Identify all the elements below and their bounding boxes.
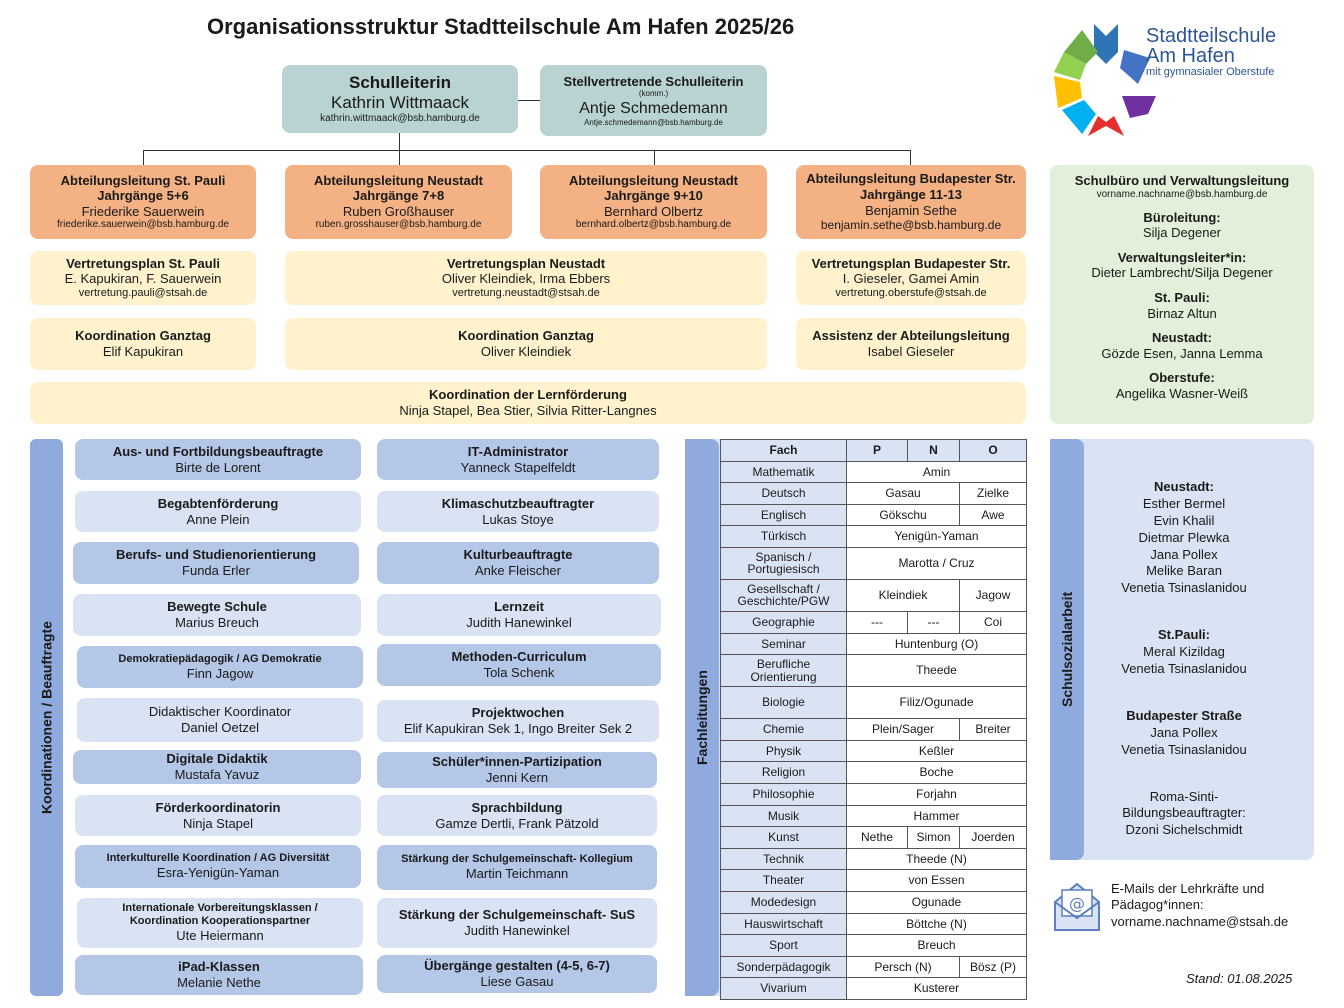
deputy-email: Antje.schmedemann@bsb.hamburg.de xyxy=(584,117,723,127)
fach-row xyxy=(721,719,1027,741)
office-group-label: Verwaltungsleiter*in: xyxy=(1117,249,1247,265)
sozial-extra: Bildungsbeauftragter: xyxy=(1122,805,1246,821)
fach-row xyxy=(721,805,1027,827)
sozial-name: Esther Bermel xyxy=(1142,495,1226,511)
koord-title: Digitale Didaktik xyxy=(166,751,268,767)
koord-name: Esra-Yenigün-Yaman xyxy=(156,865,280,881)
koord-item xyxy=(377,795,657,836)
logo-subtitle: mit gymnasialer Oberstufe xyxy=(1146,66,1275,78)
dept-grades: Jahrgänge 9+10 xyxy=(604,188,703,204)
fach-name: Musik xyxy=(721,805,847,827)
koord-title: Schüler*innen-Partizipation xyxy=(432,754,602,770)
dept-email: friederike.sauerwein@bsb.hamburg.de xyxy=(57,219,229,231)
fach-name: Physik xyxy=(721,740,847,762)
koord-name: Marius Breuch xyxy=(175,615,259,630)
lernfoerderung-title: Koordination der Lernförderung xyxy=(429,387,627,403)
dept-box-st-pauli xyxy=(30,165,256,239)
fach-teacher: Hammer xyxy=(847,805,1027,827)
fach-teacher: Ogunade xyxy=(847,891,1027,913)
ganztag-neustadt xyxy=(285,318,767,370)
koord-item xyxy=(377,439,659,480)
koord-name: Martin Teichmann xyxy=(465,866,569,882)
logo-name-2: Am Hafen xyxy=(1146,45,1235,67)
office-group-names: Birnaz Altun xyxy=(1147,305,1217,321)
dept-title: Abteilungsleitung Neustadt xyxy=(314,172,483,188)
ganztag-name: Oliver Kleindiek xyxy=(480,344,572,359)
vertretung-title: Vertretungsplan St. Pauli xyxy=(66,255,220,271)
head-role: Schulleiterin xyxy=(348,72,452,92)
vertretung-budapester xyxy=(796,251,1026,305)
dept-box-neustadt-9-10 xyxy=(540,165,767,239)
sozial-name: Evin Khalil xyxy=(1153,512,1215,528)
fach-row xyxy=(721,935,1027,957)
koord-name: Daniel Oetzel xyxy=(180,720,260,735)
koord-item xyxy=(77,646,363,688)
assistenz-name: Isabel Gieseler xyxy=(867,344,955,359)
lernfoerderung-names: Ninja Stapel, Bea Stier, Silvia Ritter-Langnes xyxy=(399,403,657,418)
koord-name: Finn Jagow xyxy=(186,665,254,681)
koord-title: Begabtenförderung xyxy=(157,495,279,511)
fach-name: Biologie xyxy=(721,687,847,719)
koord-item xyxy=(73,750,361,784)
fach-name: Mathematik xyxy=(721,461,847,483)
email-note-line: E-Mails der Lehrkräfte und xyxy=(1111,881,1265,896)
fach-name: Vivarium xyxy=(721,978,847,1000)
sozial-name: Meral Kizildag xyxy=(1143,644,1225,660)
office-group-label: Büroleitung: xyxy=(1143,209,1221,225)
fach-teacher: Kusterer xyxy=(847,978,1027,1000)
fach-teacher: Böttche (N) xyxy=(847,913,1027,935)
dept-box-budapester xyxy=(796,165,1026,239)
fach-row xyxy=(721,504,1027,526)
koord-title: Methoden-Curriculum xyxy=(451,649,587,665)
fach-name: Modedesign xyxy=(721,891,847,913)
koord-title-2: Koordination Kooperationspartner xyxy=(129,915,311,928)
koord-title: Aus- und Fortbildungsbeauftragte xyxy=(112,443,324,459)
fach-teacher: Breiter xyxy=(960,719,1027,741)
koord-name: Judith Hanewinkel xyxy=(466,615,572,630)
fach-teacher: Theede xyxy=(847,655,1027,687)
koord-item xyxy=(75,491,361,532)
koord-name: Elif Kapukiran Sek 1, Ingo Breiter Sek 2 xyxy=(403,721,633,736)
koord-item xyxy=(75,439,361,480)
sozial-name: Jana Pollex xyxy=(1150,546,1218,562)
vertretung-title: Vertretungsplan Neustadt xyxy=(446,255,606,271)
logo-name-1: Stadtteilschule xyxy=(1146,25,1277,47)
fach-name: Hauswirtschaft xyxy=(721,913,847,935)
fach-teacher: Forjahn xyxy=(847,783,1027,805)
dept-name: Bernhard Olbertz xyxy=(604,203,703,219)
fach-teacher: Coi xyxy=(960,611,1027,633)
email-envelope-icon xyxy=(1052,880,1102,932)
dept-grades: Jahrgänge 5+6 xyxy=(97,188,189,204)
ganztag-title: Koordination Ganztag xyxy=(75,328,211,344)
sozialarbeit-side-label: Schulsozialarbeit xyxy=(1050,439,1084,860)
fach-teacher: Jagow xyxy=(960,579,1027,611)
sozial-group-label: Neustadt: xyxy=(1154,479,1214,494)
sozial-group-label: St.Pauli: xyxy=(1157,627,1210,643)
fach-row xyxy=(721,611,1027,633)
koord-name: Tola Schenk xyxy=(483,665,555,680)
koord-name: Melanie Nethe xyxy=(177,975,261,990)
fach-teacher: Bösz (P) xyxy=(960,956,1027,978)
dept-title: Abteilungsleitung Budapester Str. xyxy=(806,171,1016,187)
koord-item xyxy=(377,955,657,993)
vertretung-email: vertretung.neustadt@stsah.de xyxy=(452,287,600,299)
fach-row xyxy=(721,762,1027,784)
koord-item xyxy=(75,795,361,836)
koord-name: Mustafa Yavuz xyxy=(174,767,260,782)
sozial-name: Melike Baran xyxy=(1146,563,1222,579)
head-name: Kathrin Wittmaack xyxy=(331,93,469,112)
fach-teacher: Gökschu xyxy=(847,504,960,526)
fach-teacher: Marotta / Cruz xyxy=(847,547,1027,579)
vertretung-names: Oliver Kleindiek, Irma Ebbers xyxy=(441,271,611,287)
koord-name: Ninja Stapel xyxy=(182,815,254,831)
koord-title: Bewegte Schule xyxy=(167,599,267,615)
fach-row xyxy=(721,687,1027,719)
deputy-name: Antje Schmedemann xyxy=(579,99,728,117)
fach-teacher: Joerden xyxy=(960,827,1027,849)
koord-name: Anke Fleischer xyxy=(475,563,561,578)
koord-title: Stärkung der Schulgemeinschaft- Kollegium xyxy=(401,853,633,866)
sozial-spacer xyxy=(1084,678,1284,708)
fach-teacher: Boche xyxy=(847,762,1027,784)
fach-row xyxy=(721,526,1027,548)
koord-title: Internationale Vorbereitungsklassen / xyxy=(122,902,318,915)
office-email: vorname.nachname@bsb.hamburg.de xyxy=(1096,188,1268,200)
koord-item xyxy=(77,898,363,948)
assistenz-abteilungsleitung xyxy=(796,318,1026,370)
fach-teacher: Theede (N) xyxy=(847,848,1027,870)
fach-row xyxy=(721,978,1027,1000)
sozial-name: Venetia Tsinaslanidou xyxy=(1121,661,1247,677)
connector-dept-3 xyxy=(654,150,655,166)
dept-grades: Jahrgänge 11-13 xyxy=(860,187,962,202)
sozial-group-label: Budapester Straße xyxy=(1126,707,1242,723)
fach-name: Sonderpädagogik xyxy=(721,956,847,978)
fach-header-cell: O xyxy=(960,440,1027,462)
koord-title: Demokratiepädagogik / AG Demokratie xyxy=(118,652,322,665)
koord-item xyxy=(75,845,361,888)
fach-row xyxy=(721,848,1027,870)
koord-title: Stärkung der Schulgemeinschaft- SuS xyxy=(398,907,636,923)
vertretung-names: E. Kapukiran, F. Sauerwein xyxy=(64,271,222,287)
connector-dept-4 xyxy=(910,150,911,166)
vertretung-title: Vertretungsplan Budapester Str. xyxy=(811,255,1011,271)
office-group-names: Angelika Wasner-Weiß xyxy=(1115,385,1249,401)
vertretung-neustadt xyxy=(285,251,767,305)
koord-item xyxy=(377,752,657,788)
koord-name: Ute Heiermann xyxy=(176,928,264,944)
fachleitungen-side-label: Fachleitungen xyxy=(685,439,719,996)
fach-header-cell: N xyxy=(908,440,960,462)
koord-title: Kulturbeauftragte xyxy=(463,547,573,563)
page-title: Organisationsstruktur Stadtteilschule Am Hafen 2025/26 xyxy=(207,14,795,39)
koord-title: Förderkoordinatorin xyxy=(155,799,281,815)
fach-row xyxy=(721,870,1027,892)
koord-item xyxy=(377,898,657,948)
ganztag-name: Elif Kapukiran xyxy=(102,344,184,359)
dept-name: Friederike Sauerwein xyxy=(81,203,205,219)
koord-item xyxy=(377,594,661,636)
fach-name: Sport xyxy=(721,935,847,957)
fach-name: Gesellschaft / Geschichte/PGW xyxy=(721,579,847,611)
email-note xyxy=(1111,881,1288,930)
sozial-spacer xyxy=(1084,759,1284,789)
fach-teacher: --- xyxy=(908,611,960,633)
fach-row xyxy=(721,655,1027,687)
koord-title: Interkulturelle Koordination / AG Diversität xyxy=(106,852,330,865)
koord-title: Berufs- und Studienorientierung xyxy=(115,547,317,563)
fach-row xyxy=(721,633,1027,655)
vertretung-email: vertretung.oberstufe@stsah.de xyxy=(835,287,987,299)
fach-name: Theater xyxy=(721,870,847,892)
koord-name: Anne Plein xyxy=(186,511,250,527)
connector-dept-2 xyxy=(399,150,400,166)
fach-teacher: Yenigün-Yaman xyxy=(847,526,1027,548)
fach-header-cell: P xyxy=(847,440,908,462)
koord-name: Funda Erler xyxy=(182,563,250,578)
fach-row xyxy=(721,783,1027,805)
fach-row xyxy=(721,956,1027,978)
vertretung-st-pauli xyxy=(30,251,256,305)
fach-row xyxy=(721,483,1027,505)
office-group-names: Dieter Lambrecht/Silja Degener xyxy=(1091,265,1273,281)
fach-teacher: Filiz/Ogunade xyxy=(847,687,1027,719)
sozial-spacer xyxy=(1084,597,1284,627)
koord-item xyxy=(377,644,661,686)
dept-box-neustadt-7-8 xyxy=(285,165,512,239)
dept-grades: Jahrgänge 7+8 xyxy=(352,188,445,204)
email-note-line: Pädagog*innen: xyxy=(1111,897,1204,913)
office-group-label: Neustadt: xyxy=(1152,330,1212,346)
fach-teacher: Zielke xyxy=(960,483,1027,505)
koord-name: Jenni Kern xyxy=(485,770,549,785)
koord-item xyxy=(377,845,657,890)
sozial-extra: Dzoni Sichelschmidt xyxy=(1125,822,1243,838)
koord-title: IT-Administrator xyxy=(467,443,569,459)
koord-title: Lernzeit xyxy=(494,599,544,615)
koord-name: Liese Gasau xyxy=(480,974,554,989)
connector-horizontal xyxy=(143,150,911,151)
fach-teacher: Gasau xyxy=(847,483,960,505)
school-logo xyxy=(1052,22,1160,138)
dept-email: benjamin.sethe@bsb.hamburg.de xyxy=(820,218,1002,233)
fach-name: Philosophie xyxy=(721,783,847,805)
office-group-label: St. Pauli: xyxy=(1154,289,1210,305)
sozial-name: Venetia Tsinaslanidou xyxy=(1121,741,1247,757)
fach-name: Berufliche Orientierung xyxy=(721,655,847,687)
dept-name: Benjamin Sethe xyxy=(865,202,957,218)
koord-name: Birte de Lorent xyxy=(175,459,261,475)
head-principal-box xyxy=(282,65,518,133)
koord-name: Lukas Stoye xyxy=(482,511,554,527)
deputy-role: Stellvertretende Schulleiterin xyxy=(563,73,744,89)
fach-teacher: Simon xyxy=(908,827,960,849)
koord-name: Judith Hanewinkel xyxy=(464,923,570,938)
sozial-extra: Roma-Sinti- xyxy=(1149,788,1219,804)
koord-name: Gamze Dertli, Frank Pätzold xyxy=(435,815,599,831)
fach-row xyxy=(721,579,1027,611)
vertretung-email: vertretung.pauli@stsah.de xyxy=(78,287,208,299)
stand-date: Stand: 01.08.2025 xyxy=(1186,971,1293,986)
koord-item xyxy=(377,491,659,532)
fach-teacher: Amin xyxy=(847,461,1027,483)
fach-name: Seminar xyxy=(721,633,847,655)
dept-name: Ruben Großhauser xyxy=(342,203,455,219)
fach-name: Religion xyxy=(721,762,847,784)
fach-teacher: Awe xyxy=(960,504,1027,526)
koord-item xyxy=(75,955,363,995)
fach-teacher: Breuch xyxy=(847,935,1027,957)
fach-name: Deutsch xyxy=(721,483,847,505)
fach-teacher: Keßler xyxy=(847,740,1027,762)
koord-item xyxy=(73,594,361,636)
sozial-name: Venetia Tsinaslanidou xyxy=(1121,580,1247,596)
sozial-name: Dietmar Plewka xyxy=(1138,529,1230,545)
fach-header-row xyxy=(721,440,1027,462)
office-group-names: Gözde Esen, Janna Lemma xyxy=(1101,345,1263,361)
fach-row xyxy=(721,461,1027,483)
office-title: Schulbüro und Verwaltungsleitung xyxy=(1074,173,1290,188)
fach-teacher: Nethe xyxy=(847,827,908,849)
office-box xyxy=(1050,165,1314,424)
fach-name: Türkisch xyxy=(721,526,847,548)
fach-row xyxy=(721,827,1027,849)
fach-name: Kunst xyxy=(721,827,847,849)
head-email: kathrin.wittmaack@bsb.hamburg.de xyxy=(320,113,480,125)
dept-title: Abteilungsleitung Neustadt xyxy=(569,172,738,188)
koord-item xyxy=(377,700,659,742)
deputy-principal-box xyxy=(540,65,767,136)
ganztag-st-pauli xyxy=(30,318,256,370)
fach-teacher: Persch (N) xyxy=(847,956,960,978)
fach-name: Englisch xyxy=(721,504,847,526)
sozial-name: Jana Pollex xyxy=(1150,724,1218,740)
fach-header-cell: Fach xyxy=(721,440,847,462)
office-group-label: Oberstufe: xyxy=(1149,370,1215,386)
office-group-names: Silja Degener xyxy=(1142,225,1222,241)
fach-row xyxy=(721,891,1027,913)
fach-name: Technik xyxy=(721,848,847,870)
assistenz-title: Assistenz der Abteilungsleitung xyxy=(812,328,1010,344)
koord-item xyxy=(77,698,363,742)
dept-title: Abteilungsleitung St. Pauli xyxy=(60,172,226,188)
fachleitungen-table xyxy=(720,439,1027,1000)
connector-head-down xyxy=(399,133,400,151)
connector-dept-1 xyxy=(143,150,144,166)
koord-item xyxy=(377,542,659,584)
lernfoerderung-box xyxy=(30,382,1026,424)
fach-teacher: --- xyxy=(847,611,908,633)
koord-title: Sprachbildung xyxy=(471,799,563,815)
koord-item xyxy=(73,542,359,584)
koord-title: Projektwochen xyxy=(471,705,565,721)
deputy-note: (komm.) xyxy=(638,89,669,99)
fach-row xyxy=(721,913,1027,935)
fach-name: Spanisch / Portugiesisch xyxy=(721,547,847,579)
dept-email: bernhard.olbertz@bsb.hamburg.de xyxy=(575,219,732,231)
sozialarbeit-list xyxy=(1084,479,1284,839)
email-note-address: vorname.nachname@stsah.de xyxy=(1111,913,1289,929)
fach-name: Chemie xyxy=(721,719,847,741)
koord-title: Übergänge gestalten (4-5, 6-7) xyxy=(424,958,610,974)
fach-teacher: Huntenburg (O) xyxy=(847,633,1027,655)
fach-teacher: Kleindiek xyxy=(847,579,960,611)
fach-row xyxy=(721,740,1027,762)
koord-title: Klimaschutzbeauftragter xyxy=(441,495,595,511)
svg-text:@: @ xyxy=(1069,894,1085,913)
fach-teacher: Plein/Sager xyxy=(847,719,960,741)
logo-text xyxy=(1146,26,1276,78)
fach-row xyxy=(721,547,1027,579)
koordinationen-side-label: Koordinationen / Beauftragte xyxy=(30,439,63,996)
vertretung-names: I. Gieseler, Gamei Amin xyxy=(842,271,980,287)
fach-teacher: von Essen xyxy=(847,870,1027,892)
koord-name: Yanneck Stapelfeldt xyxy=(460,459,576,475)
fach-name: Geographie xyxy=(721,611,847,633)
dept-email: ruben.grosshauser@bsb.hamburg.de xyxy=(315,219,482,231)
koord-title: Didaktischer Koordinator xyxy=(148,704,292,720)
logo-star-icon xyxy=(1052,22,1160,138)
ganztag-title: Koordination Ganztag xyxy=(458,328,594,344)
koord-title: iPad-Klassen xyxy=(178,959,260,975)
